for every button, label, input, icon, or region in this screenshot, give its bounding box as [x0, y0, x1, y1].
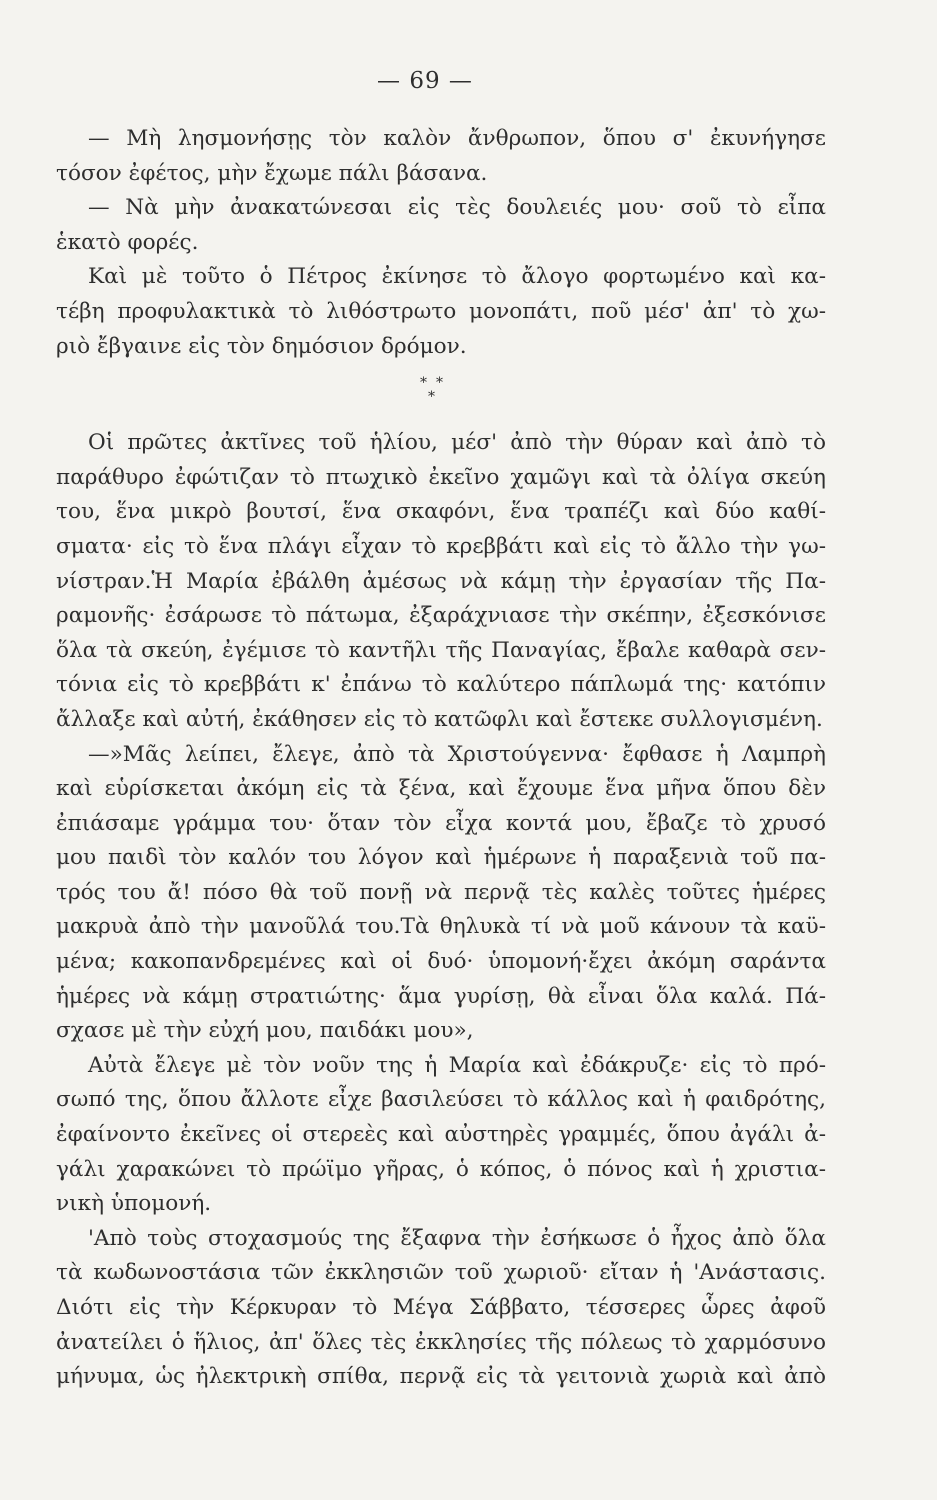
- asterisk-mark: *: [420, 375, 427, 392]
- asterisk-mark: *: [428, 389, 435, 406]
- text-line: τὰ κωδωνοστάσια τῶν ἐκκλησιῶν τοῦ χωριοῦ· εἴταν ἡ 'Ανάστασις.: [56, 1260, 826, 1286]
- text-line: ὅλα τὰ σκεύη, ἐγέμισε τὸ καντῆλι τῆς Παναγίας, ἔβαλε καθαρὰ σεν-: [56, 637, 826, 663]
- text-line: 'Απὸ τοὺς στοχασμούς της ἔξαφνα τὴν ἐσήκωσε ὁ ἦχος ἀπὸ ὅλα: [88, 1225, 826, 1251]
- text-line: νίστραν.Ἡ Μαρία ἐβάλθη ἀμέσως νὰ κάμῃ τὴν ἐργασίαν τῆς Πα-: [56, 568, 826, 594]
- text-line: τέβη προφυλακτικὰ τὸ λιθόστρωτο μονοπάτι, ποῦ μέσ' ἀπ' τὸ χω-: [56, 298, 826, 324]
- text-line: καὶ εὑρίσκεται ἀκόμη εἰς τὰ ξένα, καὶ ἔχουμε ἕνα μῆνα ὅπου δὲν: [56, 776, 826, 802]
- text-line: μακρυὰ ἀπὸ τὴν μανοῦλά του.Τὰ θηλυκὰ τί νὰ μοῦ κάνουν τὰ καϋ-: [56, 914, 826, 940]
- page-number: — 69 —: [377, 68, 473, 94]
- text-line: Διότι εἰς τὴν Κέρκυραν τὸ Μέγα Σάββατο, τέσσερες ὧρες ἀφοῦ: [56, 1295, 826, 1320]
- text-line: παράθυρο ἐφώτιζαν τὸ πτωχικὸ ἐκεῖνο χαμῶγι καὶ τὰ ὀλίγα σκεύη: [56, 464, 826, 490]
- text-line: Οἱ πρῶτες ἀκτῖνες τοῦ ἡλίου, μέσ' ἀπὸ τὴν θύραν καὶ ἀπὸ τὸ: [88, 430, 826, 456]
- text-line: σχασε μὲ τὴν εὐχή μου, παιδάκι μου»,: [56, 1018, 474, 1044]
- text-line: Καὶ μὲ τοῦτο ὁ Πέτρος ἐκίνησε τὸ ἄλογο φορτωμένο καὶ κα-: [88, 264, 826, 290]
- text-line: ἑκατὸ φορές.: [56, 229, 199, 255]
- text-line: ἐπιάσαμε γράμμα του· ὅταν τὸν εἶχα κοντά μου, ἔβαζε τὸ χρυσό: [56, 810, 826, 836]
- text-line: του, ἕνα μικρὸ βουτσί, ἕνα σκαφόνι, ἕνα τραπέζι καὶ δύο καθί-: [56, 499, 826, 525]
- text-line: ραμονῆς· ἐσάρωσε τὸ πάτωμα, ἐξαράχνιασε τὴν σκέπην, ἐξεσκόνισε: [56, 603, 826, 629]
- text-line: —»Μᾶς λείπει, ἔλεγε, ἀπὸ τὰ Χριστούγεννα· ἔφθασε ἡ Λαμπρὴ: [88, 741, 826, 767]
- asterisk-mark: *: [436, 375, 443, 392]
- text-line: ἀνατείλει ὁ ἥλιος, ἀπ' ὅλες τὲς ἐκκλησίες τῆς πόλεως τὸ χαρμόσυνο: [56, 1329, 826, 1355]
- text-line: τρός του ἄ! πόσο θὰ τοῦ πονῇ νὰ περνᾷ τὲς καλὲς τοῦτες ἡμέρες: [56, 879, 826, 905]
- text-line: μου παιδὶ τὸν καλόν του λόγον καὶ ἡμέρωνε ἡ παραξενιὰ τοῦ πα-: [56, 845, 826, 871]
- text-line: Αὐτὰ ἔλεγε μὲ τὸν νοῦν της ἡ Μαρία καὶ ἐδάκρυζε· εἰς τὸ πρό-: [88, 1052, 826, 1078]
- body-text: [56, 122, 826, 1395]
- text-line: μένα; κακοπανδρεμένες καὶ οἱ δυό· ὑπομονή·ἔχει ἀκόμη σαράντα: [56, 949, 826, 975]
- text-line: ἐφαίνοντο ἐκεῖνες οἱ στερεὲς καὶ αὐστηρὲς γραμμές, ὅπου ἀγάλι ἀ-: [56, 1122, 826, 1148]
- text-line: ἄλλαξε καὶ αὐτή, ἐκάθησεν εἰς τὸ κατῶφλι καὶ ἔστεκε συλλογισμένη.: [56, 706, 823, 732]
- text-line: σωπό της, ὅπου ἄλλοτε εἶχε βασιλεύσει τὸ κάλλος καὶ ἡ φαιδρότης,: [56, 1087, 826, 1113]
- text-line: μήνυμα, ὡς ἠλεκτρικὴ σπίθα, περνᾷ εἰς τὰ γειτονιὰ χωριὰ καὶ ἀπὸ: [56, 1364, 826, 1390]
- text-line: σματα· εἰς τὸ ἕνα πλάγι εἶχαν τὸ κρεββάτι καὶ εἰς τὸ ἄλλο τὴν γω-: [56, 533, 826, 559]
- text-line: ριὸ ἔβγαινε εἰς τὸν δημόσιον δρόμον.: [56, 333, 467, 359]
- text-line: τόσον ἐφέτος, μὴν ἔχωμε πάλι βάσανα.: [56, 160, 488, 186]
- text-line: νικὴ ὑπομονή.: [56, 1191, 212, 1217]
- text-line: — Μὴ λησμονήσῃς τὸν καλὸν ἄνθρωπον, ὅπου σ' ἐκυνήγησε: [88, 126, 826, 151]
- text-line: — Νὰ μὴν ἀνακατώνεσαι εἰς τὲς δουλειές μου· σοῦ τὸ εἶπα: [88, 195, 826, 221]
- text-line: γάλι χαρακώνει τὸ πρώϊμο γῆρας, ὁ κόπος, ὁ πόνος καὶ ἡ χριστια-: [56, 1156, 826, 1182]
- section-break: [56, 370, 826, 426]
- text-line: ἡμέρες νὰ κάμῃ στρατιώτης· ἅμα γυρίσῃ, θὰ εἶναι ὅλα καλά. Πά-: [56, 983, 826, 1009]
- text-line: τόνια εἰς τὸ κρεββάτι κ' ἐπάνω τὸ καλύτερο πάπλωμά της· κατόπιν: [56, 672, 826, 698]
